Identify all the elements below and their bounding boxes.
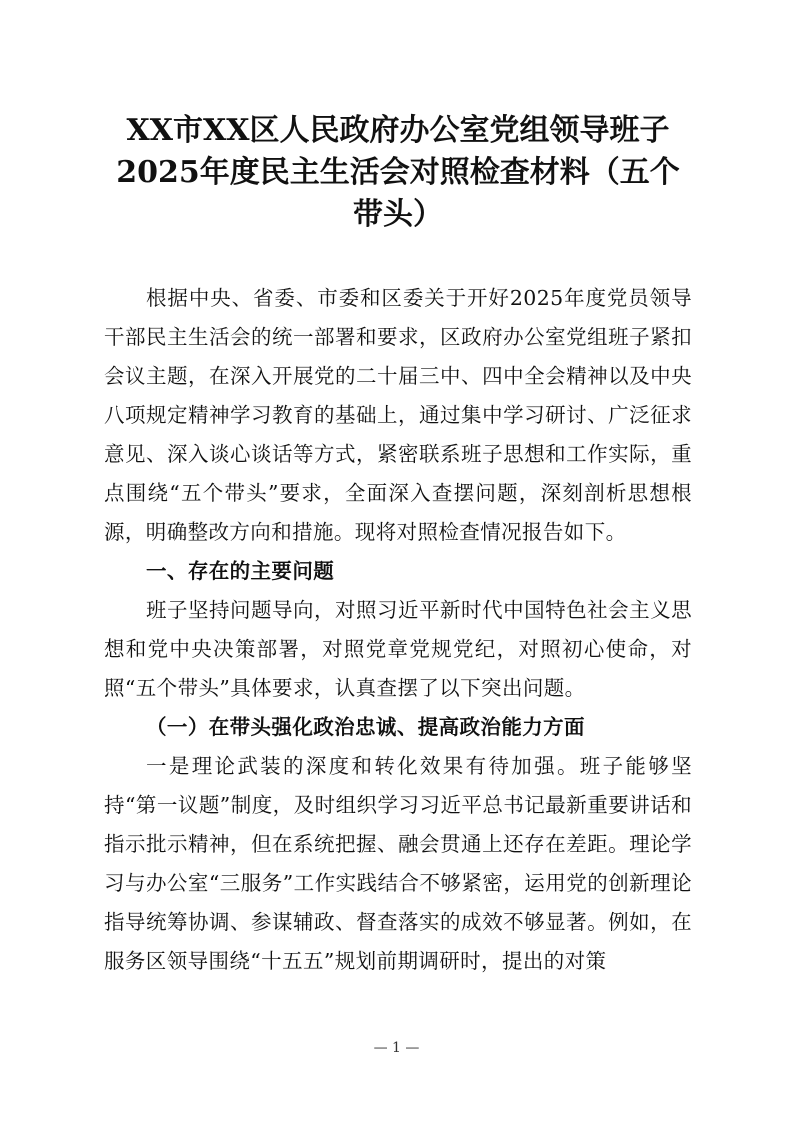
item-lead-label: 一是 [146, 754, 192, 778]
section-heading-problems: 一、存在的主要问题 [146, 559, 335, 583]
intro-paragraph: 根据中央、省委、市委和区委关于开好2025年度党员领导干部民主生活会的统一部署和要求，区政府办公室党组班子紧扣会议主题，在深入开展党的二十届三中、四中全会精神以及中央八项规定精神学习教育的基础上，通过集中学习研讨、广泛征求意见、深入谈心谈话等方式，紧密联系班子思想和工作实际，重点围绕“五个带头”要求，全面深入查摆问题，深刻剖析思想根源，明确整改方向和措施。现将对照检查情况报告如下。 [104, 286, 692, 544]
document-title: XX市XX区人民政府办公室党组领导班子2025年度民主生活会对照检查材料（五个带头） [116, 113, 680, 232]
item-paragraph-first [104, 747, 692, 981]
section-paragraph-problems: 班子坚持问题导向，对照习近平新时代中国特色社会主义思想和党中央决策部署，对照党章党规党纪，对照初心使命，对照“五个带头”具体要求，认真查摆了以下突出问题。 [104, 598, 692, 700]
item-text: 理论武装的深度和转化效果有待加强。班子能够坚持“第一议题”制度，及时组织学习习近平总书记最新重要讲话和指示批示精神，但在系统把握、融会贯通上还存在差距。理论学习与办公室“三服务”工作实践结合不够紧密，运用党的创新理论指导统筹协调、参谋辅政、督查落实的成效不够显著。例如，在服务区领导围绕“十五五”规划前期调研时，提出的对策 [104, 754, 692, 973]
document-body [104, 279, 692, 981]
subsection-heading-political-loyalty: （一）在带头强化政治忠诚、提高政治能力方面 [146, 715, 585, 739]
page-number: — 1 — [373, 1040, 420, 1056]
